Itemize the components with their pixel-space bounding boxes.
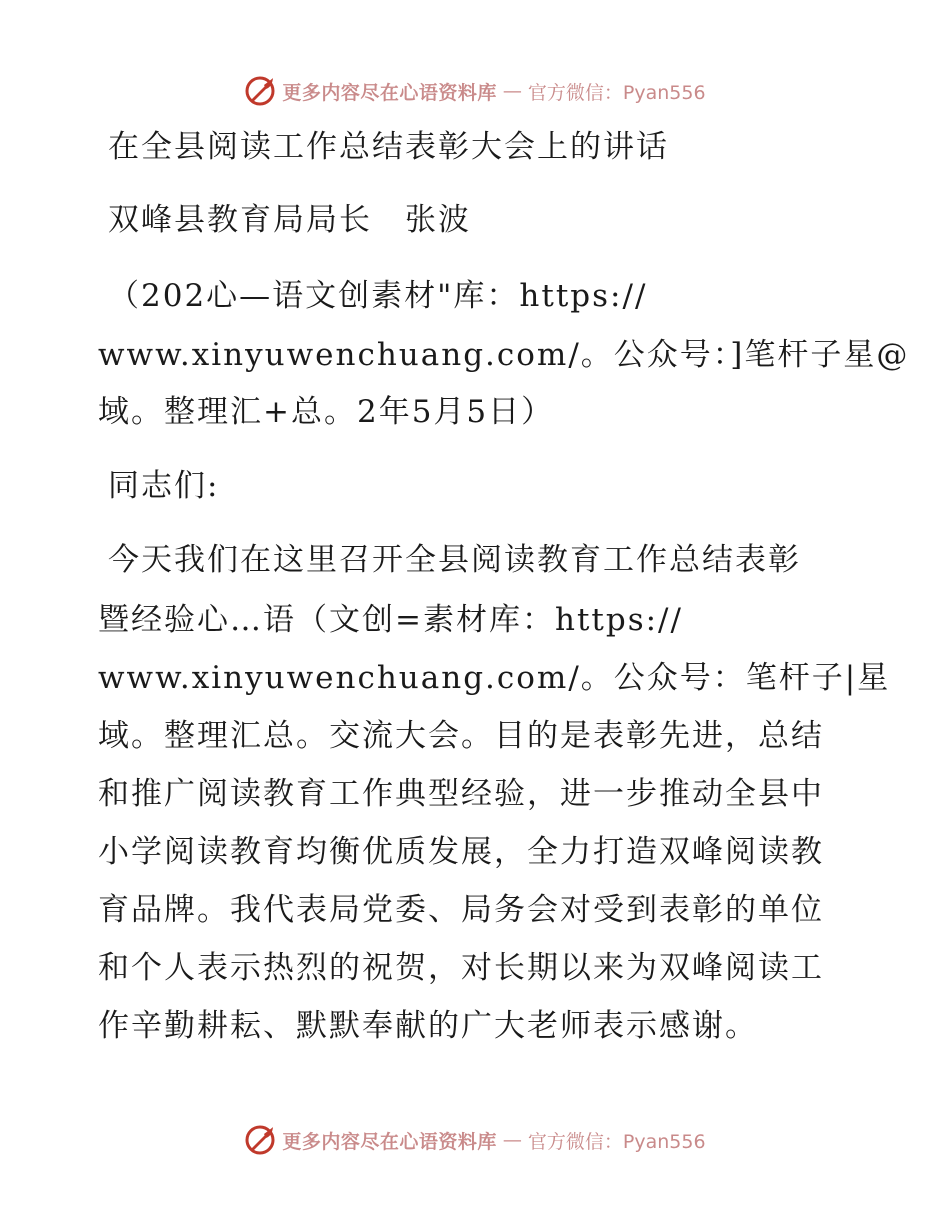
- note-line: （202心—语文创素材"库：https://: [108, 278, 648, 314]
- body-line: 小学阅读教育均衡优质发展，全力打造双峰阅读教: [98, 834, 824, 870]
- banner-wechat-text: 官方微信：Pyan556: [527, 81, 706, 104]
- note-line: www.xinyuwenchuang.com/。公众号：]笔杆子星@: [98, 337, 910, 373]
- body-line: www.xinyuwenchuang.com/。公众号：笔杆子|星: [98, 660, 891, 696]
- quill-seal-logo-icon: [244, 75, 276, 107]
- footer-banner: [0, 1120, 950, 1160]
- header-banner-inner: [244, 75, 705, 107]
- body-line: 今天我们在这里召开全县阅读教育工作总结表彰: [108, 542, 801, 578]
- document-author: 双峰县教育局局长 张波: [108, 202, 471, 238]
- document-title: 在全县阅读工作总结表彰大会上的讲话: [108, 129, 669, 165]
- body-line: 暨经验心…语（文创=素材库：https://: [98, 602, 683, 638]
- body-line: 育品牌。我代表局党委、局务会对受到表彰的单位: [98, 892, 824, 928]
- banner-site-text: 更多内容尽在心语资料库: [282, 1130, 497, 1153]
- body-line: 和推广阅读教育工作典型经验，进一步推动全县中: [98, 776, 824, 812]
- banner-separator: —: [502, 1129, 522, 1151]
- banner-site-text: 更多内容尽在心语资料库: [282, 81, 497, 104]
- footer-banner-inner: [244, 1124, 705, 1156]
- header-banner: [0, 71, 950, 111]
- body-line: 作辛勤耕耘、默默奉献的广大老师表示感谢。: [98, 1008, 758, 1044]
- salutation: 同志们:: [108, 468, 220, 504]
- note-line: 域。整理汇+总。2年5月5日）: [98, 394, 555, 430]
- banner-separator: —: [502, 80, 522, 102]
- body-line: 和个人表示热烈的祝贺，对长期以来为双峰阅读工: [98, 950, 824, 986]
- banner-wechat-text: 官方微信：Pyan556: [527, 1130, 706, 1153]
- quill-seal-logo-icon: [244, 1124, 276, 1156]
- body-line: 域。整理汇总。交流大会。目的是表彰先进，总结: [98, 718, 824, 754]
